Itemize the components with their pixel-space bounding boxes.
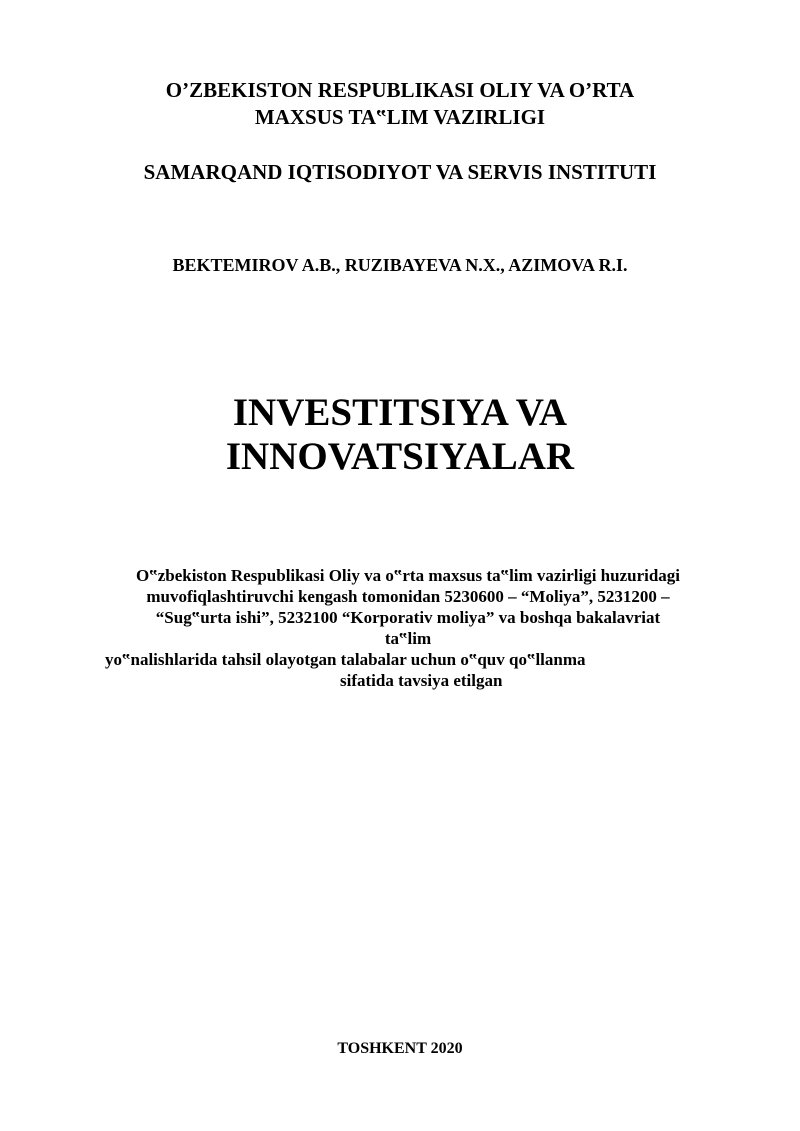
city-year: TOSHKENT 2020 — [337, 1040, 463, 1057]
book-title-line-1: INVESTITSIYA VA — [232, 391, 568, 434]
recommendation-line: “Sug‟urta ishi”, 5232100 “Korporativ moliya” va boshqa bakalavriat — [155, 608, 661, 627]
recommendation-line: O‟zbekiston Respublikasi Oliy va o‟rta maxsus ta‟lim vazirligi huzuridagi — [135, 566, 681, 585]
recommendation-line: ta‟lim — [384, 629, 432, 648]
recommendation-line: muvofiqlashtiruvchi kengash tomonidan 5230600 – “Moliya”, 5231200 – — [146, 587, 670, 606]
book-title-line-2: INNOVATSIYALAR — [225, 435, 575, 478]
recommendation-line: yo‟nalishlarida tahsil olayotgan talabalar uchun o‟quv qo‟llanma — [105, 650, 586, 669]
authors: BEKTEMIROV A.B., RUZIBAYEVA N.X., AZIMOVA R.I. — [172, 255, 628, 275]
institute-name: SAMARQAND IQTISODIYOT VA SERVIS INSTITUTI — [143, 160, 657, 184]
recommendation-line: sifatida tavsiya etilgan — [340, 671, 503, 690]
ministry-name-line-1: O’ZBEKISTON RESPUBLIKASI OLIY VA O’RTA — [165, 78, 635, 102]
ministry-name-line-2: MAXSUS TA‟LIM VAZIRLIGI — [254, 105, 546, 129]
